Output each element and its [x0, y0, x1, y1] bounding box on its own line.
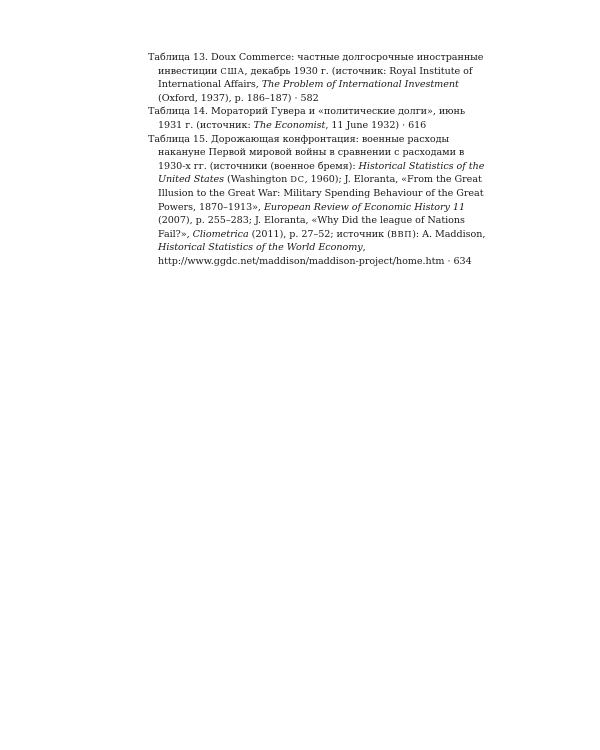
entry-13-part-1: Таблица 13. Doux Commerce: частные долгосрочные иностранные инвестиции	[148, 52, 484, 77]
list-of-tables	[148, 51, 490, 269]
entry-14-source-title: The Economist	[253, 119, 326, 131]
entry-15-part-9: (2011), p. 27–52; источник (	[248, 228, 391, 240]
entry-15-maddison-title: Historical Statistics of the World Economy	[158, 242, 363, 254]
entry-15-journal-cliometrica: Cliometrica	[192, 228, 249, 240]
entry-15-part-11: ): A. Maddison,	[412, 228, 486, 240]
entry-13-part-5: (Oxford, 1937), p. 186–187) · 582	[158, 92, 319, 104]
entry-13-part-3: , декабрь 1930 г. (источник: Royal Institute of International Affairs,	[158, 65, 473, 91]
entry-15-part-3: (Washington	[224, 174, 291, 186]
entry-13-usa: США	[220, 65, 245, 76]
entry-15-part-5: , 1960); J. Eloranta, «From the Great Illusion to the Great War: Military Spending Behaviour of the Great Powers, 1870–1913»,	[158, 174, 484, 213]
entry-15-gdp: ВВП	[390, 228, 413, 239]
entry-14-part-3: , 11 June 1932) · 616	[325, 119, 427, 131]
table-entry-15	[148, 133, 490, 269]
table-entry-14	[148, 105, 490, 132]
entry-15-part-13: , http://www.ggdc.net/maddison/maddison-project/home.htm · 634	[158, 242, 472, 267]
entry-15-hist-stats-us: Historical Statistics of the United States	[158, 160, 485, 186]
entry-13-book-title: The Problem of International Investment	[261, 79, 459, 91]
entry-14-part-1: Таблица 14. Мораторий Гувера и «политические долги», июнь 1931 г. (источник:	[148, 106, 466, 131]
entry-15-part-7: (2007), p. 255–283; J. Eloranta, «Why Did the league of Nations Fail?»,	[158, 215, 465, 240]
table-entry-13	[148, 51, 490, 105]
entry-15-journal-erh: European Review of Economic History 11	[263, 201, 466, 213]
entry-15-dc: DC	[290, 174, 305, 185]
entry-15-part-1: Таблица 15. Дорожающая конфронтация: военные расходы накануне Первой мировой войны в сравнении с расходами в 1930-х гг. (источники (военное бремя):	[148, 133, 465, 172]
